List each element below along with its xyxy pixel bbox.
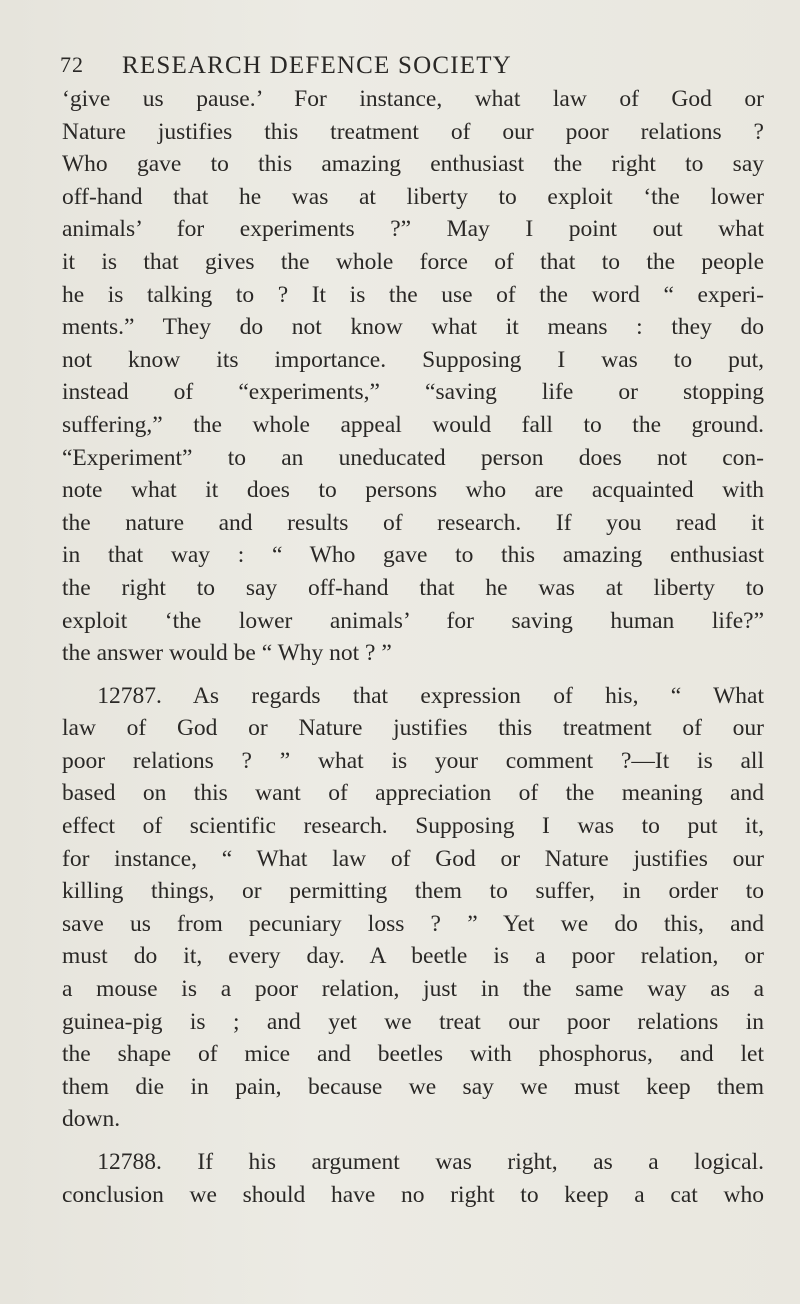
text-line: note what it does to persons who are acquainted with (62, 477, 764, 504)
text-line: the right to say off-hand that he was at liberty to (62, 574, 764, 601)
text-line: 12788. If his argument was right, as a logical. (62, 1149, 764, 1175)
text-line: ments.” They do not know what it means : they do (62, 314, 764, 341)
text-line: save us from pecuniary loss ? ” Yet we do this, and (62, 910, 764, 937)
text-line: in that way : “ Who gave to this amazing enthusiast (62, 542, 764, 569)
body-text (62, 83, 764, 1211)
text-line: suffering,” the whole appeal would fall to the ground. (62, 411, 764, 438)
text-line: effect of scientific research. Supposing I was to put it, (62, 813, 764, 840)
text-line: poor relations ? ” what is your comment ?—It is all (62, 747, 764, 774)
running-head: RESEARCH DEFENCE SOCIETY (122, 52, 512, 79)
text-line: instead of “experiments,” “saving life or stopping (62, 379, 764, 406)
text-line: law of God or Nature justifies this treatment of our (62, 715, 764, 742)
text-line: Who gave to this amazing enthusiast the right to say (62, 151, 764, 178)
text-line: guinea-pig is ; and yet we treat our poor relations in (62, 1008, 764, 1035)
paragraph (62, 1146, 764, 1211)
page-header (60, 52, 760, 86)
text-line: a mouse is a poor relation, just in the same way as a (62, 976, 764, 1003)
text-line: the nature and results of research. If you read it (62, 509, 764, 536)
text-line: must do it, every day. A beetle is a poor relation, or (62, 943, 764, 970)
text-line: killing things, or permitting them to suffer, in order to (62, 878, 764, 905)
paragraph-gap (62, 670, 764, 680)
text-line: based on this want of appreciation of the meaning and (62, 780, 764, 807)
text-line: for instance, “ What law of God or Nature justifies our (62, 845, 764, 872)
text-line: the shape of mice and beetles with phosphorus, and let (62, 1041, 764, 1068)
text-line: conclusion we should have no right to keep a cat who (62, 1181, 764, 1208)
text-line: “Experiment” to an uneducated person does not con- (62, 444, 764, 471)
text-line: animals’ for experiments ?” May I point out what (62, 216, 764, 243)
text-line: it is that gives the whole force of that to the people (62, 248, 764, 275)
paragraph-gap (62, 1136, 764, 1146)
text-line: 12787. As regards that expression of his, “ What (62, 682, 764, 709)
text-line: not know its importance. Supposing I was to put, (62, 346, 764, 373)
text-line: off-hand that he was at liberty to exploit ‘the lower (62, 183, 764, 210)
paragraph (62, 680, 764, 1136)
page-number: 72 (60, 52, 84, 77)
text-line: exploit ‘the lower animals’ for saving human life?” (62, 607, 764, 634)
text-line: ‘give us pause.’ For instance, what law of God or (62, 86, 764, 112)
text-line: he is talking to ? It is the use of the word “ experi- (62, 281, 764, 308)
text-line: down. (62, 1106, 121, 1133)
text-line: the answer would be “ Why not ? ” (62, 640, 392, 667)
text-line: Nature justifies this treatment of our poor relations ? (62, 118, 764, 145)
text-line: them die in pain, because we say we must keep them (62, 1073, 764, 1100)
paragraph (62, 83, 764, 670)
